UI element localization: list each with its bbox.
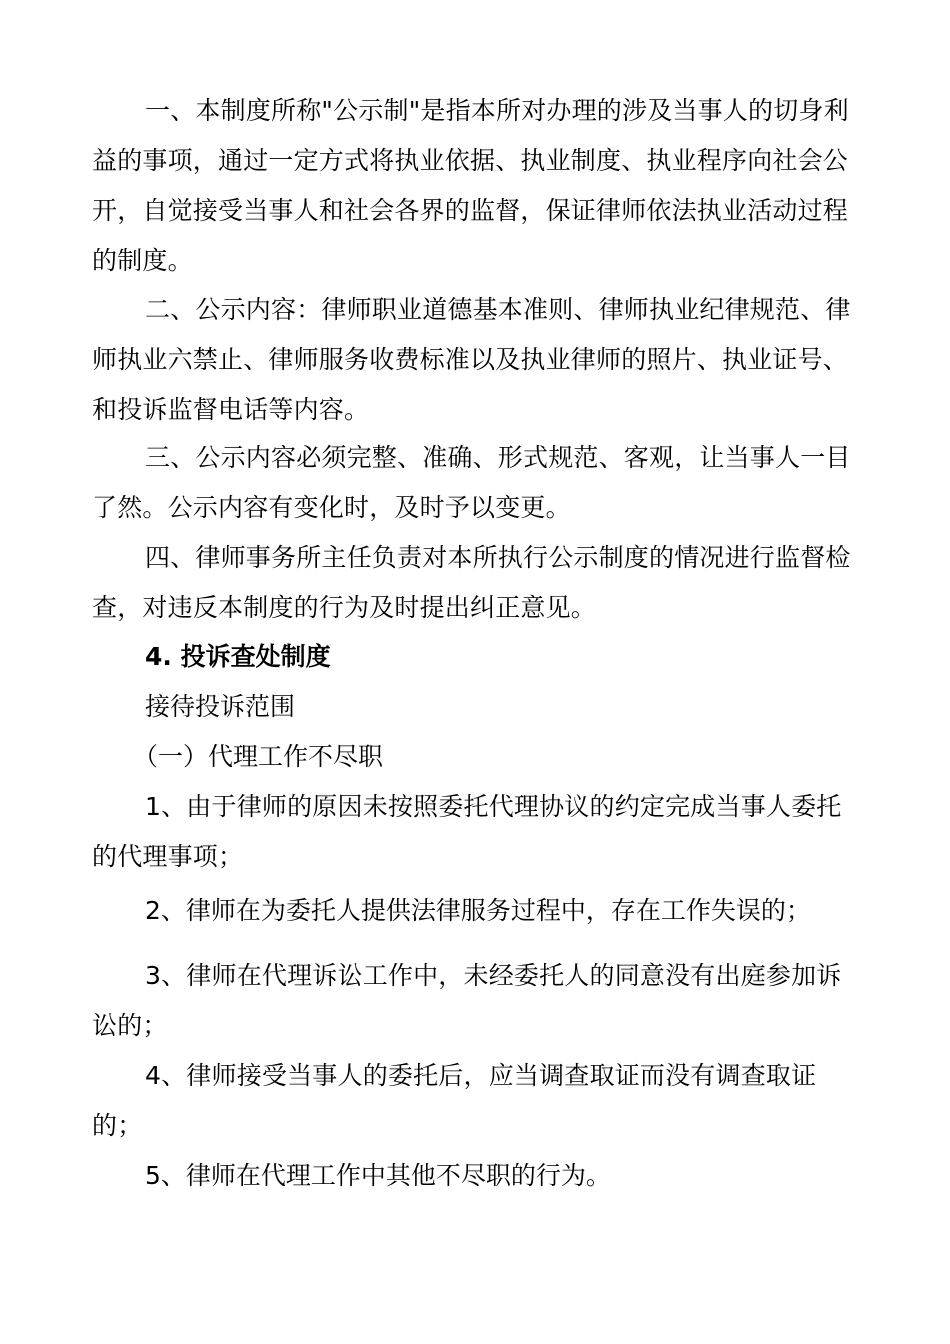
list-item: 2、律师在为委托人提供法律服务过程中，存在工作失误的； [145, 896, 811, 925]
list-item: 4、律师接受当事人的委托后，应当调查取证而没有调查取证的； [92, 1061, 817, 1140]
paragraph-publicity-definition: 一、本制度所称"公示制"是指本所对办理的涉及当事人的切身利益的事项，通过一定方式将执业依据、执业制度、执业程序向社会公开，自觉接受当事人和社会各界的监督，保证律师依法执业活动过程的制度。 [92, 96, 849, 275]
scope-label: 接待投诉范围 [145, 692, 296, 721]
list-item: 3、律师在代理诉讼工作中，未经委托人的同意没有出庭参加诉讼的； [92, 961, 842, 1040]
list-item: 5、律师在代理工作中其他不尽职的行为。 [145, 1161, 611, 1190]
list-item: 1、由于律师的原因未按照委托代理协议的约定完成当事人委托的代理事项； [92, 792, 842, 871]
paragraph-director-supervision: 四、律师事务所主任负责对本所执行公示制度的情况进行监督检查，对违反本制度的行为及时提出纠正意见。 [92, 543, 851, 622]
paragraph-publicity-content: 二、公示内容：律师职业道德基本准则、律师执业纪律规范、律师执业六禁止、律师服务收费标准以及执业律师的照片、执业证号、和投诉监督电话等内容。 [92, 295, 851, 424]
section-heading: 4. 投诉查处制度 [145, 642, 331, 671]
sub-heading: （一）代理工作不尽职 [133, 742, 384, 771]
paragraph-publicity-requirements: 三、公示内容必须完整、准确、形式规范、客观，让当事人一目了然。公示内容有变化时，及时予以变更。 [92, 443, 851, 522]
